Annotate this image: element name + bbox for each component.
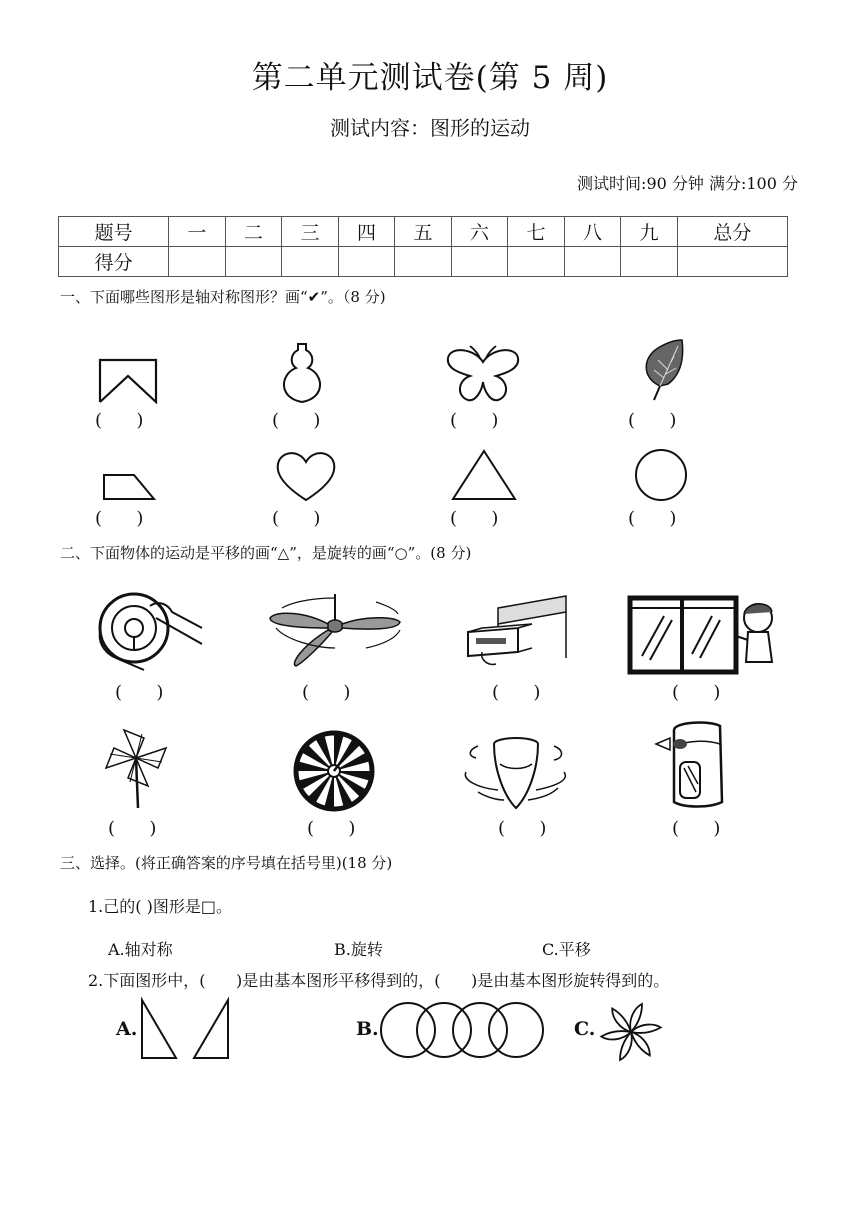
- score-cell[interactable]: [508, 247, 565, 277]
- answer-parens[interactable]: ( ): [492, 682, 541, 703]
- trapezoid-icon: [100, 472, 158, 502]
- triangle-icon: [450, 448, 518, 502]
- answer-parens[interactable]: ( ): [498, 818, 547, 839]
- answer-parens[interactable]: ( ): [272, 410, 321, 431]
- answer-parens[interactable]: ( ): [115, 682, 164, 703]
- sliding-window-icon: [628, 596, 784, 674]
- answer-parens[interactable]: ( ): [450, 508, 499, 529]
- score-table-row-header: 题号: [59, 217, 169, 247]
- page-subtitle: 测试内容：图形的运动: [330, 116, 530, 140]
- score-row-label: 得分: [59, 247, 169, 277]
- score-col: 四: [338, 217, 395, 247]
- score-cell[interactable]: [621, 247, 678, 277]
- q1-option-c[interactable]: C.平移: [542, 940, 591, 959]
- ceiling-fan-icon: [266, 594, 404, 670]
- question-1: 1.己的( )图形是□。: [88, 897, 232, 916]
- answer-parens[interactable]: ( ): [450, 410, 499, 431]
- q2-label-a: A.: [116, 1018, 138, 1040]
- question-2: 2.下面图形中，( )是由基本图形平移得到的，( )是由基本图形旋转得到的。: [88, 971, 670, 990]
- steering-wheel-icon: [92, 588, 206, 672]
- section3-heading: 三、选择。(将正确答案的序号填在括号里)(18 分): [60, 854, 393, 872]
- section2-heading: 二、下面物体的运动是平移的画“△”，是旋转的画“○”。(8 分): [60, 544, 472, 562]
- score-cell[interactable]: [395, 247, 452, 277]
- overlapping-circles-icon: [378, 1000, 546, 1060]
- answer-parens[interactable]: ( ): [628, 508, 677, 529]
- score-col: 八: [564, 217, 621, 247]
- q1-option-a[interactable]: A.轴对称: [108, 940, 173, 959]
- ribbon-flag-icon: [98, 358, 160, 404]
- answer-parens[interactable]: ( ): [672, 818, 721, 839]
- answer-parens[interactable]: ( ): [307, 818, 356, 839]
- score-col: 一: [169, 217, 226, 247]
- score-col-total: 总分: [677, 217, 787, 247]
- pinwheel-blade: [631, 1017, 661, 1041]
- answer-parens[interactable]: ( ): [108, 818, 157, 839]
- answer-parens[interactable]: ( ): [628, 410, 677, 431]
- pinwheel-shape-icon: [598, 1000, 664, 1064]
- answer-parens[interactable]: ( ): [672, 682, 721, 703]
- score-cell[interactable]: [225, 247, 282, 277]
- pencil-sharpener-icon: [650, 718, 734, 810]
- butterfly-icon: [444, 344, 522, 404]
- drawer-icon: [462, 594, 570, 674]
- score-table-header-row: [59, 217, 788, 247]
- pinwheel-blade: [601, 1022, 631, 1046]
- score-cell[interactable]: [169, 247, 226, 277]
- circle-icon: [633, 448, 689, 502]
- q1-option-b[interactable]: B.旋转: [334, 940, 383, 959]
- score-cell[interactable]: [282, 247, 339, 277]
- score-col: 五: [395, 217, 452, 247]
- leaf-icon: [638, 338, 688, 402]
- section1-heading: 一、下面哪些图形是轴对称图形？画“✔”。（8 分): [60, 288, 386, 306]
- pinwheel-blade: [626, 1031, 656, 1055]
- answer-parens[interactable]: ( ): [272, 508, 321, 529]
- score-cell[interactable]: [677, 247, 787, 277]
- two-triangles-icon: [138, 996, 236, 1062]
- page-title: 第二单元测试卷(第 5 周): [251, 60, 609, 96]
- pinwheel-icon: [104, 728, 170, 810]
- answer-parens[interactable]: ( ): [95, 508, 144, 529]
- score-cell[interactable]: [564, 247, 621, 277]
- spinning-top-icon: [458, 736, 572, 812]
- score-col: 九: [621, 217, 678, 247]
- score-col: 六: [451, 217, 508, 247]
- score-col: 三: [282, 217, 339, 247]
- pinwheel-blade: [606, 1008, 636, 1032]
- q2-label-b: B.: [356, 1018, 379, 1040]
- score-col: 七: [508, 217, 565, 247]
- score-col: 二: [225, 217, 282, 247]
- score-cell[interactable]: [451, 247, 508, 277]
- answer-parens[interactable]: ( ): [302, 682, 351, 703]
- score-table: [58, 216, 788, 277]
- q2-label-c: C.: [574, 1018, 596, 1040]
- score-cell[interactable]: [338, 247, 395, 277]
- test-meta: 测试时间:90 分钟 满分:100 分: [577, 174, 798, 193]
- answer-parens[interactable]: ( ): [95, 410, 144, 431]
- spinning-wheel-icon: [292, 730, 376, 812]
- heart-icon: [274, 448, 338, 502]
- score-table-score-row: [59, 247, 788, 277]
- gourd-icon: [272, 342, 332, 404]
